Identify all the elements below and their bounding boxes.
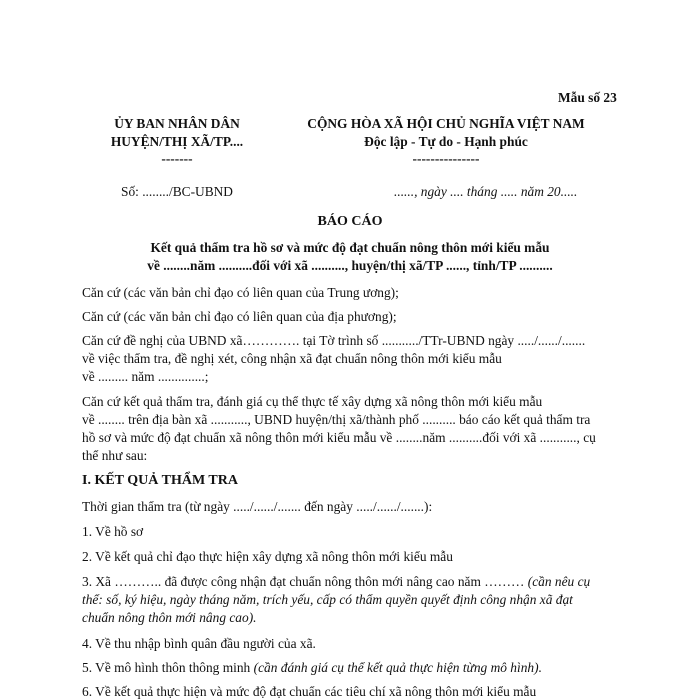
document-number: Số: ......../BC-UBND — [121, 184, 233, 199]
national-motto: Độc lập - Tự do - Hạnh phúc — [364, 134, 528, 149]
document-subtitle-line2: về ........năm ..........đối với xã .........., huyện/thị xã/TP ......, tỉnh/TP .......... — [147, 258, 553, 273]
basis-paragraph-2: Căn cứ (các văn bản chỉ đạo có liên quan của địa phương); — [82, 309, 397, 324]
document-date: ......, ngày .... tháng ..... năm 20..... — [394, 184, 578, 199]
basis4-line1: Căn cứ kết quả thẩm tra, đánh giá cụ thể thực tế xây dựng xã nông thôn mới kiểu mẫu — [82, 394, 543, 409]
basis4-line3: hồ sơ và mức độ đạt chuẩn xã nông thôn mới kiểu mẫu về ........năm ..........đối với xã ..........., cụ — [82, 430, 596, 445]
item3-note-start: (cần nêu cụ — [527, 574, 591, 589]
item3-line1 — [82, 574, 590, 590]
item-4: 4. Về thu nhập bình quân đầu người của xã. — [82, 636, 316, 651]
basis3-line1: Căn cứ đề nghị của UBND xã…………. tại Tờ trình số .........../TTr-UBND ngày ...../....../....... — [82, 333, 586, 348]
item3-line3: chuẩn nông thôn mới nâng cao). — [82, 610, 257, 625]
item5-note: (cần đánh giá cụ thể kết quả thực hiện từng mô hình). — [253, 660, 542, 675]
agency-name: ỦY BAN NHÂN DÂN — [114, 116, 240, 131]
form-number: Mẫu số 23 — [558, 90, 617, 105]
item5-text: 5. Về mô hình thôn thông minh — [82, 660, 254, 675]
basis-paragraph-1: Căn cứ (các văn bản chỉ đạo có liên quan của Trung ương); — [82, 285, 399, 300]
agency-level: HUYỆN/THỊ XÃ/TP.... — [110, 134, 244, 149]
item-1: 1. Về hồ sơ — [82, 524, 144, 539]
section-heading-1: I. KẾT QUẢ THẨM TRA — [82, 473, 238, 488]
basis4-line2: về ........ trên địa bàn xã ..........., UBND huyện/thị xã/thành phố .......... báo cáo kết quả thẩm tra — [82, 412, 591, 427]
document-subtitle-line1: Kết quả thẩm tra hồ sơ và mức độ đạt chuẩn nông thôn mới kiểu mẫu — [150, 240, 550, 255]
basis3-line3: về ......... năm ..............; — [82, 369, 209, 384]
item3-text: 3. Xã ……….. đã được công nhận đạt chuẩn nông thôn mới nâng cao năm ……… — [82, 574, 528, 589]
national-title: CỘNG HÒA XÃ HỘI CHỦ NGHĨA VIỆT NAM — [307, 116, 585, 131]
right-separator: --------------- — [412, 151, 480, 166]
item3-line2: thể: số, ký hiệu, ngày tháng năm, trích yếu, cấp có thẩm quyền quyết định công nhận xã đạt — [82, 592, 573, 607]
left-separator: ------- — [161, 151, 193, 166]
basis3-line2: về việc thẩm tra, đề nghị xét, công nhận xã đạt chuẩn nông thôn mới kiểu mẫu — [82, 351, 502, 366]
item-6: 6. Về kết quả thực hiện và mức độ đạt chuẩn các tiêu chí xã nông thôn mới kiểu mẫu — [82, 684, 537, 699]
item-5 — [82, 660, 542, 676]
item-2: 2. Về kết quả chỉ đạo thực hiện xây dựng xã nông thôn mới kiểu mẫu — [82, 549, 453, 564]
basis4-line4: thể như sau: — [82, 448, 148, 463]
inspection-time: Thời gian thẩm tra (từ ngày ...../....../....... đến ngày ...../....../.......): — [82, 499, 433, 514]
document-title: BÁO CÁO — [317, 214, 383, 229]
